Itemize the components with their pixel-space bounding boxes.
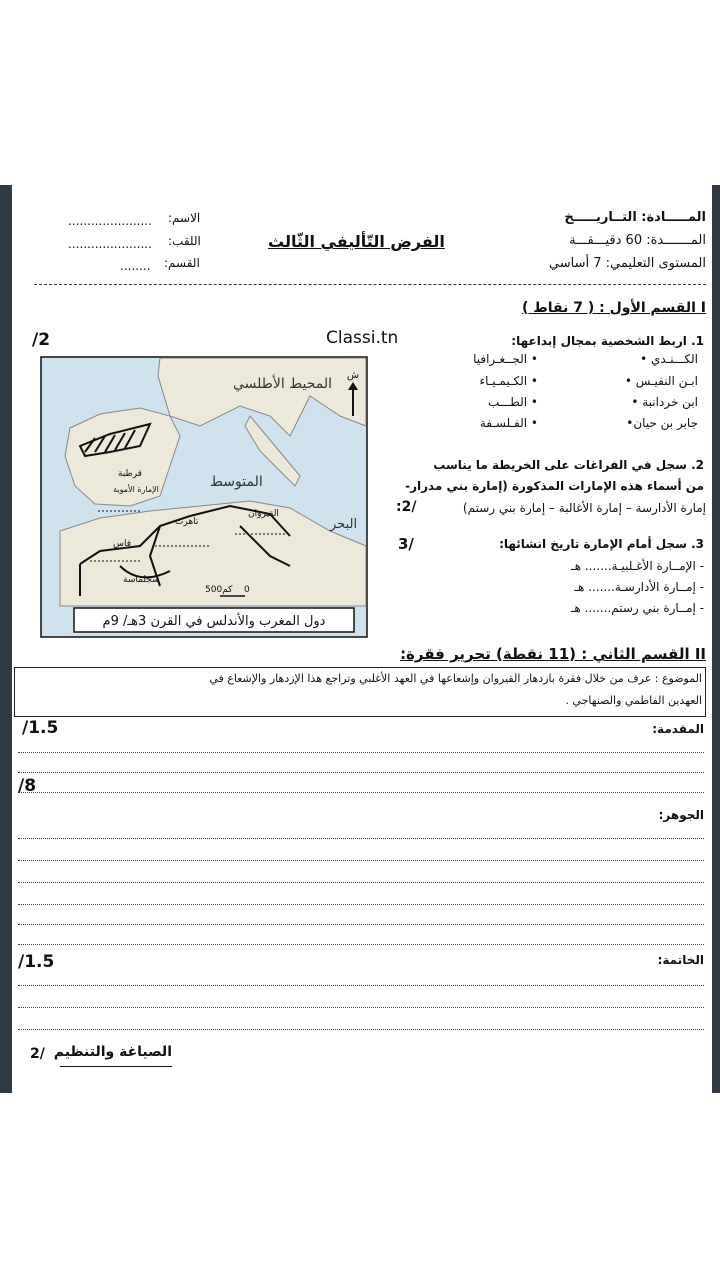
scale-label: 500كم xyxy=(205,585,233,595)
q2-line2: من أسماء هذه الإمارات المذكورة (إمارة بني مدرار- xyxy=(405,479,704,493)
body-score: /8 xyxy=(18,776,37,796)
class-field[interactable]: ........ xyxy=(120,259,151,273)
fes-label: فاس xyxy=(113,539,132,549)
name-label: الاسم: xyxy=(168,211,201,225)
class-label: القسم: xyxy=(164,256,200,270)
sea-label: المتوسط xyxy=(210,474,263,490)
duration-line: المـــــــدة: 60 دقيـــقـــة xyxy=(569,233,706,248)
part1-title: I القسم الأول : ( 7 نقاط ) xyxy=(521,300,706,316)
map-figure xyxy=(40,356,368,638)
ocean-label: المحيط الأطلسي xyxy=(232,376,332,392)
name-field[interactable]: ...................... xyxy=(68,214,152,228)
answer-line[interactable] xyxy=(18,985,704,986)
answer-line[interactable] xyxy=(18,792,704,793)
exam-sheet xyxy=(0,185,720,1093)
intro-label: المقدمة: xyxy=(652,722,704,736)
q1-field: • الجــغـرافيا xyxy=(473,352,538,366)
q2-line1: 2. سجل في الفراغات على الخريطة ما يناسب xyxy=(433,458,704,472)
topic-line2: العهدين الفاطمي والصنهاجي . xyxy=(565,694,702,707)
answer-line[interactable] xyxy=(18,838,704,839)
tahert-label: تاهرت xyxy=(175,517,199,527)
q1-field: • الطـــب xyxy=(487,395,538,409)
answer-line[interactable] xyxy=(18,924,704,925)
page-edge-right xyxy=(712,185,720,1093)
q3-item: - إمــارة بني رستم....... هـ xyxy=(570,601,704,615)
q1-field: • الفـلسـفة xyxy=(479,416,538,430)
q2-score: :2/ xyxy=(396,499,417,515)
surname-label: اللقب: xyxy=(168,234,201,248)
surname-field[interactable]: ...................... xyxy=(68,237,152,251)
map-caption: دول المغرب والأندلس في القرن 3هـ/ 9م xyxy=(102,614,326,629)
scale-zero: 0 xyxy=(244,585,250,595)
answer-line[interactable] xyxy=(18,752,704,753)
q1-person: ابـن النفيـس • xyxy=(624,374,698,388)
part2-title: II القسم الثاني : (11 نقطة) تحرير فقرة: xyxy=(400,645,706,663)
sea2-label: البحر xyxy=(330,517,358,532)
answer-line[interactable] xyxy=(18,882,704,883)
q1-label: 1. اربط الشخصية بمجال إبداعها: xyxy=(511,334,704,348)
header-divider xyxy=(34,284,706,285)
page-edge-left xyxy=(0,185,12,1093)
watermark: Classi.tn xyxy=(326,328,399,348)
topic-line1: الموضوع : عرف من خلال فقرة بازدهار القيروان وإشعاعها في العهد الأغلبي وتراجع هذا الإزدهار والإشعاع في xyxy=(209,672,702,685)
q1-person: ابن خردانبة • xyxy=(631,395,698,409)
conclusion-label: الخاتمة: xyxy=(657,953,704,967)
conclusion-score: /1.5 xyxy=(18,952,55,972)
answer-line[interactable] xyxy=(18,860,704,861)
style-label: الصياغة والتنظيم xyxy=(60,1044,172,1067)
sijilmasa-label: سجلماسة xyxy=(123,575,160,585)
style-score: 2/ xyxy=(30,1046,45,1062)
answer-line[interactable] xyxy=(18,1029,704,1030)
kairouan-label: القيروان xyxy=(248,509,279,519)
umayyad-label: الإمارة الأموية xyxy=(113,485,159,494)
q3-item: - الإمــارة الأغـلبيـة....... هـ xyxy=(571,559,704,573)
answer-line[interactable] xyxy=(18,772,704,773)
q1-person: جابر بن حيان• xyxy=(626,416,698,430)
cordoba-label: قرطبة xyxy=(118,469,142,479)
q3-item: - إمــارة الأدارسـة....... هـ xyxy=(574,580,704,594)
body-label: الجوهر: xyxy=(658,808,704,822)
intro-score: /1.5 xyxy=(22,718,59,738)
q1-person: الكـــنـدي • xyxy=(640,352,698,366)
q3-score: 3/ xyxy=(398,535,414,553)
north-label: ش xyxy=(346,370,360,381)
subject-line: المـــــادة: التــاريـــــخ xyxy=(564,210,706,225)
level-line: المستوى التعليمي: 7 أساسي xyxy=(548,256,706,271)
exam-title: الفرض التّأليفي الثّالث xyxy=(268,232,445,251)
q3-label: 3. سجل أمام الإمارة تاريخ انشائها: xyxy=(499,537,704,551)
q1-field: • الكـيمـيـاء xyxy=(479,374,538,388)
map-score: /2 xyxy=(32,330,51,350)
answer-line[interactable] xyxy=(18,944,704,945)
answer-line[interactable] xyxy=(18,1007,704,1008)
answer-line[interactable] xyxy=(18,904,704,905)
q2-line3: إمارة الأدارسة – إمارة الأغالبة – إمارة بني رستم) xyxy=(462,501,706,515)
